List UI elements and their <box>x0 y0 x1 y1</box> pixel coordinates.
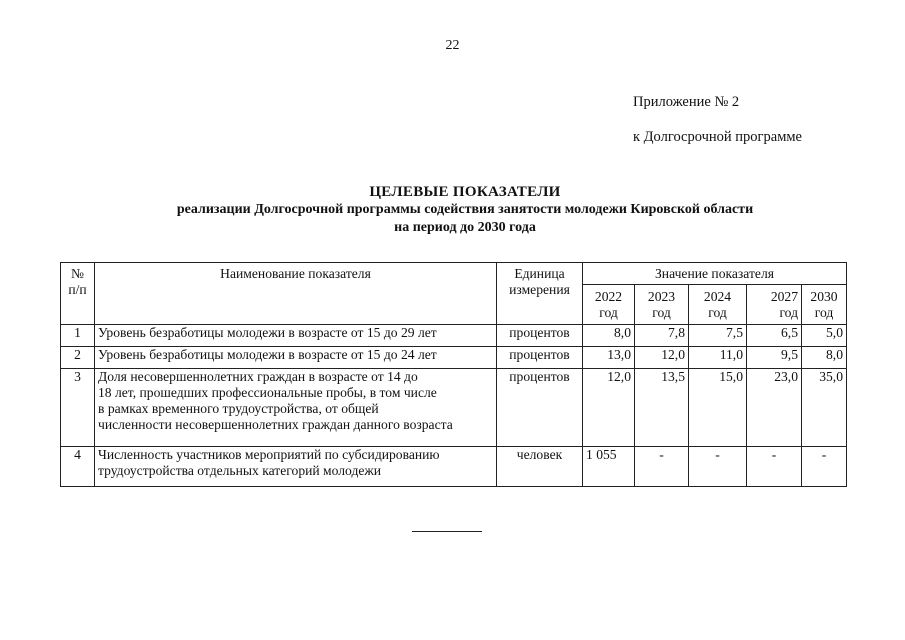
row-unit: человек <box>497 447 583 487</box>
row-value: 8,0 <box>802 347 847 369</box>
document-title <box>0 183 905 237</box>
year-suffix: год <box>599 305 618 320</box>
row-number: 1 <box>61 325 95 347</box>
row-unit: процентов <box>497 347 583 369</box>
year-suffix: год <box>779 305 798 320</box>
row-value: 6,5 <box>747 325 802 347</box>
header-year <box>802 285 847 325</box>
header-year <box>689 285 747 325</box>
header-year <box>747 285 802 325</box>
row-value: 23,0 <box>747 369 802 447</box>
header-row-1 <box>61 263 847 285</box>
row-value: - <box>802 447 847 487</box>
header-year <box>635 285 689 325</box>
row-value: 11,0 <box>689 347 747 369</box>
table-row <box>61 325 847 347</box>
row-value: - <box>635 447 689 487</box>
row-value: - <box>747 447 802 487</box>
header-number <box>61 263 95 325</box>
name-line: Доля несовершеннолетних граждан в возрасте от 14 до <box>98 369 418 384</box>
row-indicator-name <box>95 447 497 487</box>
row-value: 15,0 <box>689 369 747 447</box>
year-value: 2024 <box>703 289 732 304</box>
year-value: 2022 <box>594 289 623 304</box>
header-number-abbr: п/п <box>68 282 87 297</box>
year-suffix: год <box>652 305 671 320</box>
row-value: 12,0 <box>635 347 689 369</box>
row-indicator-name: Уровень безработицы молодежи в возрасте от 15 до 29 лет <box>95 325 497 347</box>
year-value: 2027 <box>770 289 798 304</box>
header-value-group: Значение показателя <box>583 263 847 285</box>
header-unit <box>497 263 583 325</box>
title-line-3: на период до 2030 года <box>394 220 536 235</box>
row-value: 13,0 <box>583 347 635 369</box>
header-number-symbol: № <box>71 266 84 281</box>
row-value: - <box>689 447 747 487</box>
row-value: 5,0 <box>802 325 847 347</box>
row-value: 9,5 <box>747 347 802 369</box>
year-value: 2023 <box>647 289 676 304</box>
row-number: 4 <box>61 447 95 487</box>
appendix-program-label: к Долгосрочной программе <box>633 129 802 145</box>
title-line-1: ЦЕЛЕВЫЕ ПОКАЗАТЕЛИ <box>369 184 561 200</box>
row-number: 3 <box>61 369 95 447</box>
indicators-table <box>60 262 847 487</box>
appendix-label: Приложение № 2 <box>633 94 740 110</box>
table-row <box>61 447 847 487</box>
table-row <box>61 369 847 447</box>
row-value: 7,8 <box>635 325 689 347</box>
name-line: численности несовершеннолетних граждан данного возраста <box>98 417 453 432</box>
row-number: 2 <box>61 347 95 369</box>
page-number: 22 <box>445 38 460 53</box>
name-line: трудоустройства отдельных категорий молодежи <box>98 463 382 478</box>
row-value: 8,0 <box>583 325 635 347</box>
row-unit: процентов <box>497 325 583 347</box>
row-indicator-name <box>95 369 497 447</box>
footer-divider <box>412 531 482 532</box>
name-line: Численность участников мероприятий по субсидированию <box>98 447 440 462</box>
year-suffix: год <box>814 305 834 320</box>
year-value: 2030 <box>810 289 838 304</box>
row-indicator-name: Уровень безработицы молодежи в возрасте от 15 до 24 лет <box>95 347 497 369</box>
title-line-2: реализации Долгосрочной программы содействия занятости молодежи Кировской области <box>176 202 754 217</box>
header-unit-line-1: Единица <box>514 266 565 281</box>
row-unit: процентов <box>497 369 583 447</box>
row-value: 12,0 <box>583 369 635 447</box>
header-year <box>583 285 635 325</box>
row-value: 1 055 <box>583 447 635 487</box>
row-value: 35,0 <box>802 369 847 447</box>
name-line: в рамках временного трудоустройства, от общей <box>98 401 379 416</box>
year-suffix: год <box>708 305 727 320</box>
name-line: 18 лет, прошедших профессиональные пробы, в том числе <box>98 385 437 400</box>
table-row <box>61 347 847 369</box>
header-indicator-name: Наименование показателя <box>95 263 497 325</box>
row-value: 13,5 <box>635 369 689 447</box>
header-unit-line-2: измерения <box>509 282 570 297</box>
row-value: 7,5 <box>689 325 747 347</box>
